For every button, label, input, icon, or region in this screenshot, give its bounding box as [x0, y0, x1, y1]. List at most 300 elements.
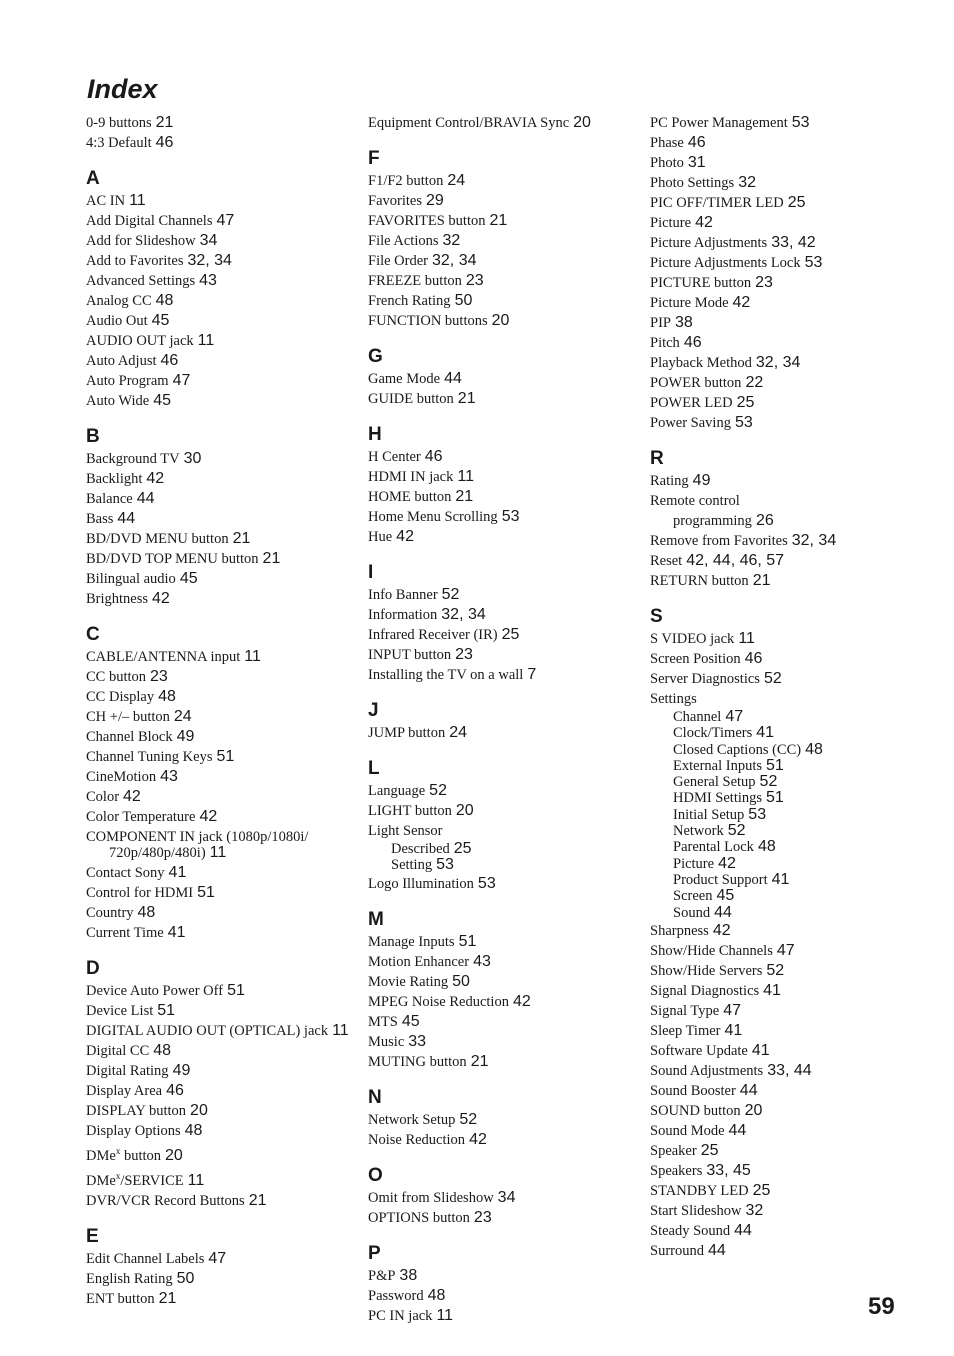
- index-term: FREEZE button: [368, 273, 462, 289]
- page-number: 59: [868, 1293, 895, 1320]
- superscript: x: [115, 1146, 121, 1156]
- index-page-ref: 25: [700, 1141, 719, 1159]
- index-entry: [650, 1201, 900, 1221]
- index-entry: [86, 331, 358, 351]
- index-term: Channel Block: [86, 729, 173, 745]
- index-entry: [650, 1041, 900, 1061]
- index-page-ref: 52: [727, 822, 746, 840]
- index-page-ref: 44: [444, 370, 462, 387]
- index-page-ref: 46: [160, 352, 179, 369]
- index-term: DIGITAL AUDIO OUT (OPTICAL) jack: [86, 1023, 329, 1039]
- index-page-ref: 42: [146, 470, 165, 487]
- index-page-ref: 32: [745, 1201, 764, 1219]
- index-term: Signal Type: [650, 1002, 720, 1019]
- index-entry: [650, 1101, 900, 1121]
- index-entry: [86, 449, 358, 469]
- index-term: Described: [391, 841, 450, 857]
- index-page-ref: 33, 42: [771, 234, 816, 251]
- index-page-ref: 44: [707, 1241, 726, 1259]
- index-term: French Rating: [368, 293, 451, 309]
- index-entry: [86, 829, 358, 861]
- index-entry: [650, 511, 900, 531]
- index-entry: [368, 625, 640, 645]
- index-entry: [86, 687, 358, 707]
- index-entry: [86, 113, 358, 133]
- index-page-ref: 21: [455, 488, 474, 505]
- index-term: Omit from Slideshow: [368, 1189, 494, 1206]
- index-entry: [368, 271, 640, 291]
- index-term: Brightness: [86, 591, 149, 607]
- index-entry: [86, 311, 358, 331]
- index-page-ref: 32, 34: [755, 354, 801, 371]
- index-page-ref: 21: [262, 550, 281, 567]
- index-entry: [650, 689, 900, 709]
- index-term: RETURN button: [650, 573, 749, 589]
- index-entry: [368, 992, 640, 1012]
- index-term: HDMI IN jack: [368, 469, 454, 485]
- index-entry: [86, 351, 358, 371]
- index-page-ref: 42: [712, 921, 731, 939]
- index-page-ref: 53: [804, 254, 823, 271]
- index-entry: [368, 1266, 640, 1286]
- index-page-ref: 45: [151, 312, 170, 329]
- index-page-ref: 44: [734, 1221, 752, 1239]
- index-page-ref: 42, 44, 46, 57: [686, 552, 785, 569]
- index-entry: [86, 923, 358, 943]
- index-entry: [368, 972, 640, 992]
- index-term: Surround: [650, 1242, 704, 1259]
- index-entry: [650, 551, 900, 571]
- index-entry: [650, 293, 900, 313]
- index-entry: [86, 1269, 358, 1289]
- index-term: FAVORITES button: [368, 213, 486, 229]
- index-entry: [86, 589, 358, 609]
- index-term: Edit Channel Labels: [86, 1250, 205, 1267]
- index-letter-heading: M: [368, 908, 384, 930]
- index-entry: [86, 747, 358, 767]
- index-page-ref: 41: [751, 1041, 770, 1059]
- index-page-ref: 53: [791, 114, 810, 131]
- index-entry: [86, 647, 358, 667]
- index-page-ref: 46: [744, 650, 763, 667]
- index-term: PIP: [650, 315, 671, 331]
- index-term: Sound: [673, 904, 711, 921]
- index-entry: [650, 113, 900, 133]
- index-term: CC Display: [86, 689, 155, 705]
- index-term: Color Temperature: [86, 809, 196, 825]
- index-term: MTS: [368, 1013, 398, 1030]
- index-page-ref: 33, 45: [706, 1161, 751, 1179]
- index-term: Sleep Timer: [650, 1022, 721, 1039]
- index-page-ref: 48: [158, 688, 176, 705]
- index-letter-heading: R: [650, 448, 664, 469]
- index-page-ref: 29: [425, 192, 444, 209]
- index-entry: [368, 645, 640, 665]
- index-page-ref: 42: [732, 294, 751, 311]
- index-term: Screen: [673, 888, 713, 905]
- index-entry: [368, 801, 640, 821]
- index-subentry: [368, 841, 640, 857]
- index-term: Control for HDMI: [86, 885, 194, 901]
- index-term: PICTURE button: [650, 275, 752, 291]
- index-page-ref: 41: [763, 981, 781, 999]
- index-term: Add Digital Channels: [86, 213, 213, 229]
- index-term: Sound Booster: [650, 1082, 736, 1099]
- index-term: Server Diagnostics: [650, 671, 760, 687]
- index-entry: [368, 447, 640, 467]
- index-letter-heading: L: [368, 758, 380, 779]
- index-subentry: [650, 856, 900, 872]
- index-term-suffix: /SERVICE: [120, 1172, 184, 1189]
- index-term: Auto Program: [86, 373, 169, 389]
- index-subentry: [650, 725, 900, 741]
- index-page-ref: 48: [757, 838, 776, 856]
- index-entry: [368, 1286, 640, 1306]
- index-entry: [650, 1141, 900, 1161]
- index-subentry: [650, 872, 900, 888]
- index-entry: [650, 491, 900, 511]
- index-page-ref: 44: [714, 903, 732, 921]
- index-page-ref: 23: [755, 274, 773, 291]
- index-entry: [650, 313, 900, 333]
- index-entry: [368, 1110, 640, 1130]
- index-page-ref: 52: [759, 773, 778, 791]
- index-term: Sound Mode: [650, 1122, 725, 1139]
- index-page-ref: 46: [424, 448, 443, 465]
- index-term: Signal Diagnostics: [650, 982, 760, 999]
- index-entry: [650, 1221, 900, 1241]
- index-entry: [86, 391, 358, 411]
- index-letter-heading: F: [368, 148, 380, 169]
- index-entry: [368, 191, 640, 211]
- index-page-ref: 50: [452, 972, 470, 990]
- index-entry: [650, 1181, 900, 1201]
- index-page-ref: 33: [408, 1032, 427, 1050]
- index-page-ref: 24: [173, 708, 192, 725]
- index-entry: [368, 231, 640, 251]
- index-entry: [86, 787, 358, 807]
- index-page-ref: 48: [427, 1286, 446, 1304]
- index-entry: [368, 1188, 640, 1208]
- index-page-ref: 44: [739, 1081, 758, 1099]
- index-entry: [368, 821, 640, 841]
- index-term: OPTIONS button: [368, 1209, 470, 1226]
- index-term: Product Support: [673, 871, 768, 888]
- index-entry: [86, 489, 358, 509]
- index-page-ref: 23: [455, 646, 473, 663]
- index-term: Analog CC: [86, 293, 152, 309]
- index-page-ref: 25: [453, 840, 472, 857]
- index-term: Info Banner: [368, 587, 438, 603]
- index-page-ref: 38: [674, 314, 693, 331]
- index-entry: [86, 509, 358, 529]
- index-term: Speaker: [650, 1142, 697, 1159]
- index-entry: [86, 529, 358, 549]
- index-letter-heading: D: [86, 958, 100, 979]
- index-term: AUDIO OUT jack: [86, 333, 194, 349]
- index-entry: [650, 941, 900, 961]
- index-page-ref: 52: [429, 782, 447, 799]
- index-term: BD/DVD TOP MENU button: [86, 551, 259, 567]
- index-page-ref: 47: [723, 1001, 741, 1019]
- index-entry: [86, 707, 358, 727]
- index-page-ref: 51: [766, 789, 784, 807]
- index-page-ref: 32, 34: [791, 532, 837, 549]
- index-entry: [650, 253, 900, 273]
- index-term: Advanced Settings: [86, 273, 196, 289]
- index-term: ENT button: [86, 1290, 155, 1307]
- index-term: 4:3 Default: [86, 135, 152, 151]
- index-term: Digital Rating: [86, 1063, 169, 1079]
- index-term: Language: [368, 783, 426, 799]
- index-entry: [650, 133, 900, 153]
- index-entry: [86, 667, 358, 687]
- index-entry: [650, 1081, 900, 1101]
- index-entry: [86, 1289, 358, 1309]
- index-entry: [86, 1191, 358, 1211]
- index-term: External Inputs: [673, 757, 762, 774]
- index-page-ref: 20: [491, 312, 510, 329]
- index-page-ref: 21: [470, 1052, 489, 1070]
- index-term: Closed Captions (CC): [673, 741, 802, 758]
- index-term: COMPONENT IN jack (1080p/1080i/ 720p/480p/480i): [86, 829, 309, 861]
- index-term: POWER LED: [650, 395, 733, 411]
- index-term: Sound Adjustments: [650, 1062, 764, 1079]
- index-page-ref: 11: [197, 332, 215, 349]
- index-entry: [650, 1161, 900, 1181]
- index-page-ref: 11: [187, 1171, 205, 1189]
- index-page-ref: 42: [469, 1130, 487, 1148]
- index-entry: [368, 1052, 640, 1072]
- index-term: Logo Illumination: [368, 875, 474, 892]
- index-page-ref: 49: [176, 728, 195, 745]
- index-page-ref: 23: [473, 1208, 492, 1226]
- index-page-ref: 33, 44: [767, 1061, 812, 1079]
- index-page-ref: 51: [766, 756, 784, 774]
- index-column-1: [86, 113, 358, 1309]
- index-term: Balance: [86, 491, 133, 507]
- index-page-ref: 53: [734, 414, 753, 431]
- index-entry: [368, 467, 640, 487]
- index-page-ref: 42: [123, 788, 141, 805]
- index-page-ref: 42: [718, 854, 736, 872]
- index-term: Manage Inputs: [368, 933, 455, 950]
- index-term: Music: [368, 1033, 405, 1050]
- index-term: HDMI Settings: [673, 790, 763, 807]
- index-entry: [650, 921, 900, 941]
- index-entry: [650, 629, 900, 649]
- index-term: CABLE/ANTENNA input: [86, 649, 241, 665]
- index-term: Audio Out: [86, 313, 148, 329]
- index-page-ref: 52: [766, 961, 785, 979]
- index-entry: [650, 413, 900, 433]
- index-term: AC IN: [86, 193, 126, 209]
- index-subentry: [650, 742, 900, 758]
- index-entry: [86, 231, 358, 251]
- index-entry: [86, 1166, 358, 1191]
- index-entry: [650, 571, 900, 591]
- index-term: CH +/– button: [86, 709, 170, 725]
- index-page-ref: 21: [158, 1289, 177, 1307]
- index-term: Pitch: [650, 335, 680, 351]
- index-entry: [368, 369, 640, 389]
- index-term: Picture Adjustments: [650, 235, 768, 251]
- page-title: Index: [87, 74, 158, 104]
- index-letter-heading: N: [368, 1086, 382, 1108]
- index-term: English Rating: [86, 1270, 173, 1287]
- index-page-ref: 45: [716, 887, 735, 905]
- superscript: x: [115, 1170, 121, 1181]
- index-page-ref: 42: [695, 214, 713, 231]
- index-page-ref: 11: [738, 630, 755, 647]
- index-term: Noise Reduction: [368, 1131, 466, 1148]
- index-entry: [650, 353, 900, 373]
- index-entry: [368, 1130, 640, 1150]
- index-term: POWER button: [650, 375, 742, 391]
- index-term: Setting: [391, 857, 433, 874]
- index-page-ref: 32, 34: [187, 252, 232, 269]
- index-page-ref: 21: [489, 212, 508, 229]
- index-page-ref: 45: [153, 392, 171, 409]
- index-page-ref: 23: [150, 668, 168, 685]
- index-term: Background TV: [86, 451, 180, 467]
- index-term: DMe: [86, 1147, 116, 1164]
- index-letter-heading: P: [368, 1242, 381, 1264]
- index-term: Digital CC: [86, 1043, 150, 1059]
- index-term: Network Setup: [368, 1111, 456, 1128]
- index-page-ref: 44: [117, 510, 136, 527]
- index-column-2: [368, 113, 640, 1326]
- index-term: Network: [673, 823, 724, 840]
- index-entry: [650, 1021, 900, 1041]
- index-term: Motion Enhancer: [368, 953, 470, 970]
- index-term: CineMotion: [86, 769, 157, 785]
- index-page-ref: 25: [787, 194, 806, 211]
- index-entry: [368, 507, 640, 527]
- index-page-ref: 11: [129, 192, 146, 209]
- index-term: Channel Tuning Keys: [86, 749, 213, 765]
- index-entry: [368, 527, 640, 547]
- index-entry: [86, 1141, 358, 1166]
- index-entry: [650, 471, 900, 491]
- index-entry: [650, 1241, 900, 1261]
- index-letter-heading: G: [368, 346, 383, 367]
- index-term: DMe: [86, 1172, 116, 1189]
- index-entry: [650, 393, 900, 413]
- index-term: Game Mode: [368, 371, 441, 387]
- index-entry: [368, 874, 640, 894]
- index-entry: [368, 291, 640, 311]
- index-page-ref: 51: [227, 982, 245, 999]
- index-term: PC IN jack: [368, 1307, 433, 1324]
- index-page-ref: 45: [401, 1012, 420, 1030]
- index-entry: [86, 251, 358, 271]
- index-page-ref: 21: [155, 114, 174, 131]
- index-page-ref: 34: [497, 1188, 516, 1206]
- index-term: Hue: [368, 529, 393, 545]
- index-term: Color: [86, 789, 120, 805]
- index-page-ref: 20: [455, 802, 474, 819]
- index-page-ref: 53: [436, 856, 454, 874]
- index-term: Reset: [650, 553, 683, 569]
- index-entry: [368, 932, 640, 952]
- index-letter-heading: J: [368, 700, 379, 721]
- index-term-suffix: button: [120, 1147, 161, 1164]
- index-term: Current Time: [86, 925, 164, 941]
- index-letter-heading: C: [86, 624, 100, 645]
- index-entry: [650, 193, 900, 213]
- index-page-ref: 44: [136, 490, 155, 507]
- index-page-ref: 42: [512, 992, 531, 1010]
- index-page-ref: 51: [157, 1002, 176, 1019]
- index-term: Settings: [650, 691, 697, 707]
- index-page-ref: 11: [332, 1022, 349, 1039]
- index-page-ref: 11: [244, 648, 261, 665]
- index-entry: [650, 373, 900, 393]
- index-entry: [368, 1032, 640, 1052]
- index-entry: [368, 781, 640, 801]
- index-page-ref: 43: [199, 272, 217, 289]
- index-term: LIGHT button: [368, 803, 452, 819]
- index-page-ref: 42: [152, 590, 170, 607]
- index-page-ref: 30: [183, 450, 202, 467]
- index-subentry: [650, 905, 900, 921]
- index-term: PIC OFF/TIMER LED: [650, 195, 784, 211]
- index-page-ref: 49: [172, 1062, 191, 1079]
- index-term: FUNCTION buttons: [368, 313, 488, 329]
- index-term: Device Auto Power Off: [86, 983, 224, 999]
- index-entry: [86, 903, 358, 923]
- index-entry: [86, 133, 358, 153]
- index-term: Infrared Receiver (IR): [368, 627, 498, 643]
- index-letter-heading: S: [650, 606, 663, 627]
- index-page-ref: 41: [724, 1021, 743, 1039]
- index-term: programming: [673, 513, 752, 529]
- index-page-ref: 25: [501, 626, 520, 643]
- index-term: Device List: [86, 1003, 154, 1019]
- index-page-ref: 43: [160, 768, 178, 785]
- index-term: H Center: [368, 449, 421, 465]
- index-entry: [650, 1121, 900, 1141]
- index-entry: [650, 531, 900, 551]
- index-term: Equipment Control/BRAVIA Sync: [368, 115, 570, 131]
- index-subentry: [650, 888, 900, 904]
- index-letter-heading: E: [86, 1225, 99, 1247]
- index-page-ref: 51: [458, 932, 477, 950]
- index-page-ref: 41: [167, 924, 186, 941]
- index-term: Steady Sound: [650, 1222, 731, 1239]
- index-entry: [86, 1041, 358, 1061]
- index-term: Bilingual audio: [86, 571, 176, 587]
- index-page-ref: 51: [216, 748, 235, 765]
- index-term: Picture Adjustments Lock: [650, 255, 801, 271]
- index-page-ref: 25: [736, 394, 755, 411]
- index-page-ref: 11: [457, 468, 474, 485]
- index-term: DISPLAY button: [86, 1103, 187, 1119]
- index-letter-heading: B: [86, 426, 100, 447]
- index-page-ref: 46: [687, 134, 706, 151]
- index-letter-heading: H: [368, 424, 382, 445]
- index-page-ref: 7: [527, 666, 537, 683]
- index-term: Start Slideshow: [650, 1202, 742, 1219]
- index-entry: [86, 549, 358, 569]
- index-entry: [650, 273, 900, 293]
- index-term: Installing the TV on a wall: [368, 667, 524, 683]
- index-page-ref: 20: [744, 1101, 763, 1119]
- index-entry: [368, 171, 640, 191]
- index-term: STANDBY LED: [650, 1182, 749, 1199]
- index-term: Display Area: [86, 1083, 163, 1099]
